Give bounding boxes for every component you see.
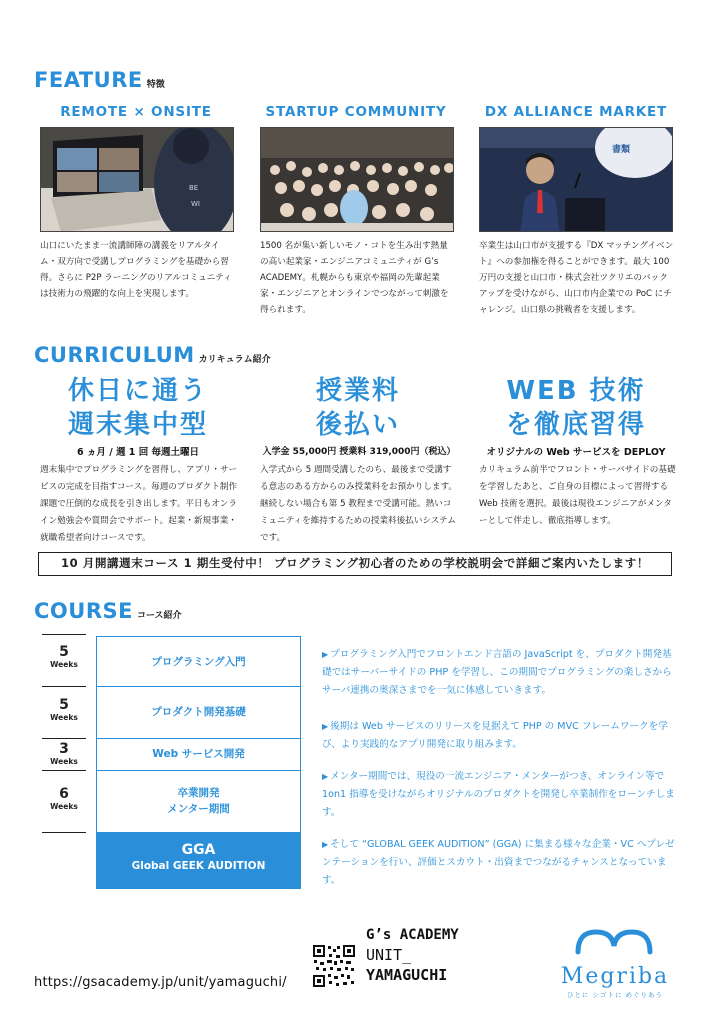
course-desc-1: ▶ プログラミング入門でフロントエンド言語の JavaScript を、プロダクト開発基礎ではサーバーサイドの PHP を学習し、この期間でプログラミングの楽しさからサーバ連携の奥深さまでを一気に体感していきます。 xyxy=(322,649,672,696)
course-desc-3: ▶ メンター期間では、現役の一流エンジニア・メンターがつき、オンライン等で 1on1 指導を受けながらオリジナルのプロダクトを開発し卒業制作をローンチします。 xyxy=(322,771,675,818)
timeline-divider xyxy=(42,832,86,833)
group-photo xyxy=(260,127,454,232)
curriculum-text-web: カリキュラム前半でフロント・サーバサイドの基礎を学習したあと、ご自身の目標によって習得する Web 技術を選択。最後は現役エンジニアがメンターとして伴走し、徹底指導します。 xyxy=(479,465,676,526)
feature-text-remote: 山口にいたまま一流講師陣の講義をリアルタイム・双方向で受講しプログラミングを基礎から習得。さらに P2P ラーニングのリアルコミュニティは技術力の飛躍的な向上を実現します。 xyxy=(40,241,232,299)
course-header xyxy=(34,599,182,623)
week-count: 5 Weeks xyxy=(50,697,78,722)
triangle-right-icon: ▶ xyxy=(322,650,329,659)
curriculum-subtitle: カリキュラム紹介 xyxy=(198,355,271,365)
triangle-right-icon: ▶ xyxy=(322,840,329,849)
curriculum-headline-1: 授業料 xyxy=(315,376,400,406)
timeline-divider xyxy=(42,634,86,635)
week-count: 5 Weeks xyxy=(50,644,78,669)
svg-text:書類: 書類 xyxy=(612,145,631,155)
stage-product-basics: プロダクト開発基礎 xyxy=(96,686,301,739)
curriculum-headline-1: 休日に通う xyxy=(67,376,208,406)
qr-code-icon xyxy=(312,944,356,988)
stage-web-service: Web サービス開発 xyxy=(96,738,301,771)
triangle-right-icon: ▶ xyxy=(322,772,329,781)
megriba-logo xyxy=(540,920,690,1005)
curriculum-title: CURRICULUM xyxy=(34,343,195,367)
triangle-right-icon: ▶ xyxy=(322,722,329,731)
laptop-video-call-photo xyxy=(40,127,234,232)
feature-heading-dx: DX ALLIANCE MARKET xyxy=(484,104,668,120)
megriba-mark-icon xyxy=(540,920,690,960)
feature-heading-remote: REMOTE × ONSITE xyxy=(60,104,212,120)
footer-url[interactable]: https://gsacademy.jp/unit/yamaguchi/ xyxy=(34,975,287,990)
curriculum-text-weekend: 週末集中でプログラミングを習得し、アプリ・サービスの完成を目指すコース。毎週のプロダクト制作課題で圧倒的な成長を引き出します。平日もオンライン勉強会や質問会でサポート。起業・新規事業・就職希望者向けコースです。 xyxy=(40,465,238,543)
curriculum-headline-1: WEB 技術 xyxy=(506,376,646,406)
svg-text:WI: WI xyxy=(191,200,200,208)
feature-text-dx: 卒業生は山口市が支援する『DX マッチングイベント』への参加権を得ることができます。最大 100 万円の支援と山口市・株式会社ツクリエのバックアップを受けながら、山口市内企業での PoC にチャレンジ。山口県の挑戦者を支援します。 xyxy=(479,241,674,315)
curriculum-headline-2: 後払い xyxy=(315,410,400,440)
curriculum-notice: 10 月開講週末コース 1 期生受付中！ プログラミング初心者のための学校説明会で詳細ご案内いたします！ xyxy=(38,552,672,576)
curriculum-sub-payment: 入学金 55,000円 授業料 319,000円（税込） xyxy=(262,447,456,457)
timeline-divider xyxy=(42,770,86,771)
timeline-divider xyxy=(42,738,86,739)
curriculum-sub-weekend: 6 ヵ月 / 週 1 回 毎週土曜日 xyxy=(76,447,200,458)
feature-header xyxy=(34,68,165,92)
week-count: 6 Weeks xyxy=(50,786,78,811)
stage-programming-intro: プログラミング入門 xyxy=(96,636,301,687)
feature-heading-startup: STARTUP COMMUNITY xyxy=(265,104,447,120)
week-count: 3 Weeks xyxy=(50,741,78,766)
curriculum-item-web xyxy=(478,374,674,442)
feature-subtitle: 特徴 xyxy=(146,80,165,90)
curriculum-headline-2: を徹底習得 xyxy=(505,410,646,440)
curriculum-item-payment xyxy=(258,374,458,442)
course-desc-4: ▶ そして “GLOBAL GEEK AUDITION” (GGA) に集まる様々な企業・VC へプレゼンテーションを行い、評価とスカウト・出資までつながるチャンスとなっています。 xyxy=(322,839,675,886)
stage-gga xyxy=(96,832,301,889)
timeline-divider xyxy=(42,686,86,687)
gs-academy-logo: G’s ACADEMY UNIT_ YAMAGUCHI xyxy=(366,927,459,984)
megriba-wordmark: Megriba xyxy=(560,964,670,989)
course-desc-2: ▶ 後期は Web サービスのリリースを見据えて PHP の MVC フレームワークを学び、より実践的なアプリ開発に取り組みます。 xyxy=(322,721,668,750)
svg-text:BE: BE xyxy=(189,184,199,192)
course-subtitle: コース紹介 xyxy=(136,611,182,621)
curriculum-item-weekend xyxy=(40,374,236,442)
speaker-photo xyxy=(479,127,673,232)
curriculum-header xyxy=(34,343,271,367)
gga-subtitle: Global GEEK AUDITION xyxy=(131,860,266,872)
curriculum-text-payment: 入学式から 5 週間受講したのち、最後まで受講する意志のある方からのみ授業料をお預かりします。継続しない場合も第 5 教程まで受講可能。熱いコミュニティを維持するための授業料後払いシステムです。 xyxy=(260,465,457,543)
megriba-tagline: ひとに シゴトに めぐりあう xyxy=(566,991,664,999)
feature-title: FEATURE xyxy=(34,68,143,92)
curriculum-sub-web: オリジナルの Web サービスを DEPLOY xyxy=(486,447,666,458)
stage-graduation-mentor: 卒業開発 メンター期間 xyxy=(96,770,301,833)
feature-text-startup: 1500 名が集い新しいモノ・コトを生み出す熱量の高い起業家・エンジニアコミュニティが G’s ACADEMY。札幌からも東京や福岡の先輩起業家・エンジニアとオンラインでつながって刺激を得られます。 xyxy=(260,241,449,315)
gga-title: GGA xyxy=(181,842,216,858)
curriculum-headline-2: 週末集中型 xyxy=(67,410,208,440)
course-title: COURSE xyxy=(34,599,133,623)
